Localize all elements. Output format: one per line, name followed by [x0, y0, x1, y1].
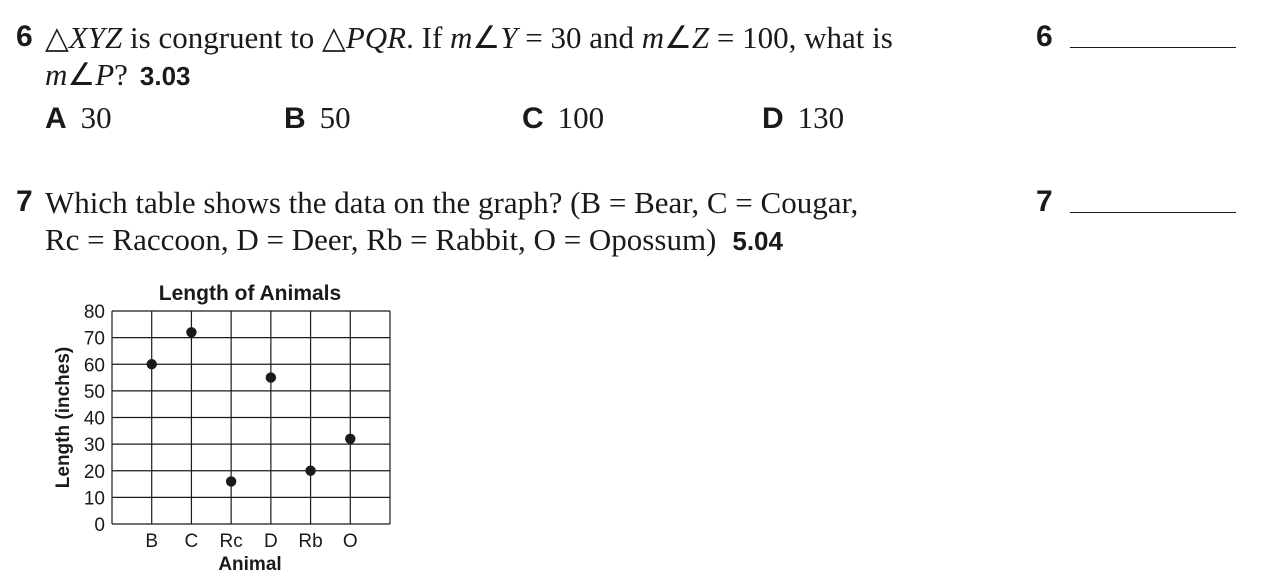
q7-text-line2-row [45, 222, 783, 258]
q6-choice-a[interactable] [45, 100, 112, 136]
chart-grid [112, 311, 390, 524]
q6-answer-blank[interactable] [1070, 47, 1236, 48]
choice-value: 50 [319, 100, 351, 135]
data-point-d [266, 372, 276, 382]
y-tick-label: 50 [83, 381, 105, 403]
x-tick-labels [145, 531, 357, 552]
y-tick-label: 40 [83, 408, 105, 430]
x-tick-label: O [342, 531, 358, 552]
y-tick-labels [84, 302, 105, 536]
data-point-rb [305, 466, 315, 476]
q7-answer-label: 7 [1036, 185, 1053, 218]
q7-number: 7 [16, 185, 33, 218]
y-tick-label: 30 [83, 435, 105, 457]
x-axis-label: Animal [218, 554, 282, 575]
choice-letter: A [45, 102, 67, 135]
x-tick-label: B [145, 531, 159, 552]
y-tick-label: 60 [83, 355, 105, 377]
x-tick-label: D [263, 531, 278, 552]
q6-number: 6 [16, 20, 33, 53]
q6-text-line2: m∠P? 3.03 [45, 57, 191, 92]
x-tick-label: Rb [298, 531, 323, 552]
choice-value: 130 [797, 100, 845, 135]
q6-choice-d[interactable] [762, 100, 844, 136]
choice-letter: B [284, 102, 306, 135]
q7-text-line2: Rc = Raccoon, D = Deer, Rb = Rabbit, O = Opossum) [45, 222, 717, 257]
q7-standard: 5.04 [732, 226, 783, 256]
q6-choice-c[interactable] [522, 100, 604, 136]
data-point-b [147, 359, 157, 369]
x-tick-label: C [184, 531, 199, 552]
data-point-o [345, 434, 355, 444]
choice-letter: D [762, 102, 784, 135]
data-point-c [186, 327, 196, 337]
y-tick-label: 10 [83, 488, 105, 510]
q6-standard: 3.03 [139, 61, 191, 91]
choice-value: 30 [80, 100, 112, 135]
q6-choice-b[interactable] [284, 100, 351, 136]
choice-value: 100 [557, 100, 605, 135]
y-tick-label: 70 [83, 328, 105, 350]
q7-answer-blank[interactable] [1070, 212, 1236, 213]
q6-text-line1: △XYZ is congruent to △PQR. If m∠Y = 30 and m∠Z = 100, what is [45, 20, 893, 55]
y-axis-label: Length (inches) [53, 346, 74, 489]
q6-answer-label: 6 [1036, 20, 1053, 53]
data-points [147, 327, 356, 487]
y-tick-label: 20 [83, 461, 105, 483]
q7-text-line1: Which table shows the data on the graph? (B = Bear, C = Cougar, [45, 185, 859, 220]
data-point-rc [226, 476, 236, 486]
choice-letter: C [522, 102, 544, 135]
chart-title: Length of Animals [158, 282, 342, 305]
y-tick-label: 0 [94, 515, 105, 536]
y-tick-label: 80 [83, 302, 105, 323]
x-tick-label: Rc [219, 531, 243, 552]
length-of-animals-chart [40, 270, 410, 582]
